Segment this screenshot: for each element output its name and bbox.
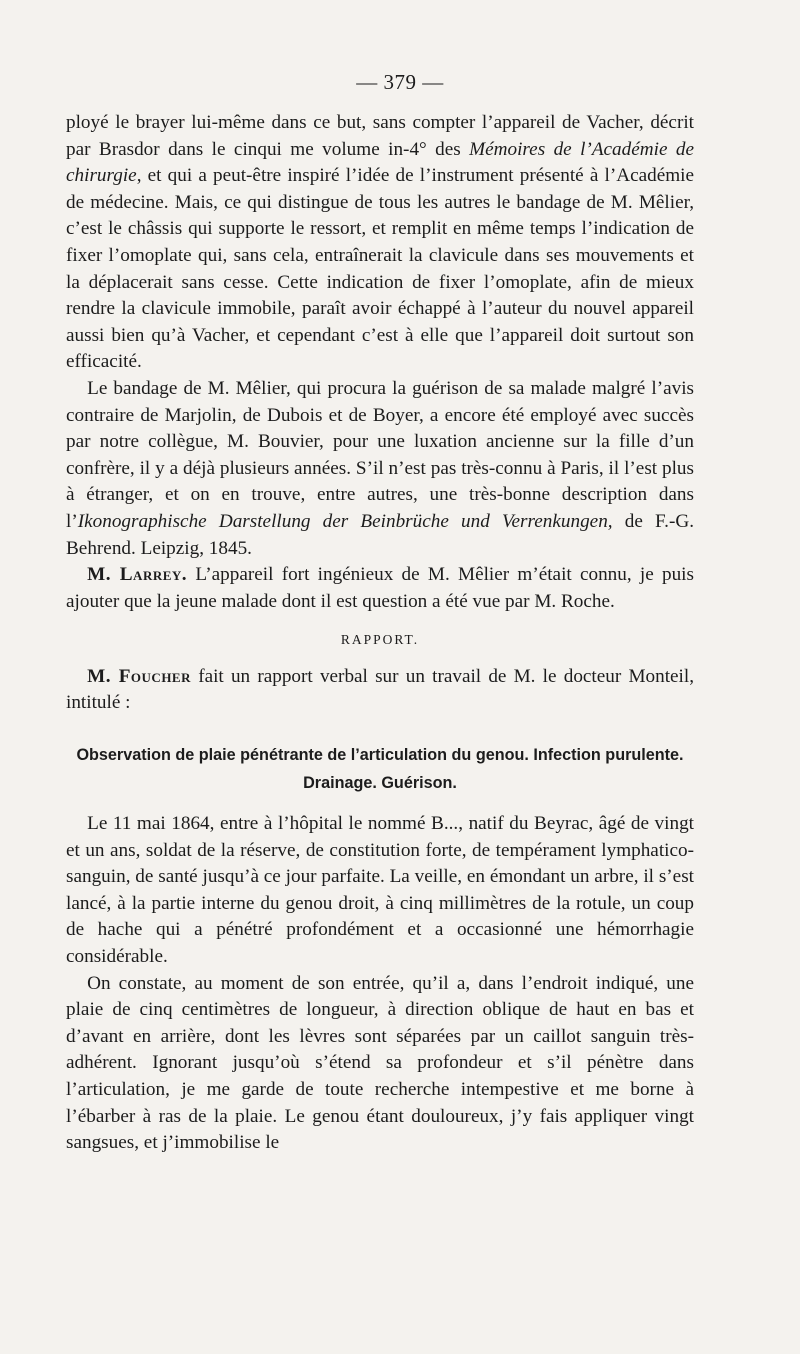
speaker-larrey: M. Larrey. — [87, 564, 188, 586]
paragraph-4-text: fait un rapport verbal sur un travail de M. le docteur Monteil, intitulé : — [66, 665, 695, 714]
paragraph-1-start: ployé le brayer lui-même dans ce but, sans compter l’appareil de Vacher, décrit par Brasdor dans le cinqui me volume in-4° des — [66, 112, 694, 160]
body-text — [66, 110, 694, 1157]
paragraph-4 — [66, 664, 694, 717]
paragraph-2 — [66, 376, 694, 562]
paragraph-1 — [66, 110, 694, 376]
paragraph-3 — [66, 562, 694, 615]
cited-work-memoires: Mémoires de l’Académie de chirurgie — [66, 138, 694, 187]
speaker-foucher: M. Foucher — [87, 665, 191, 687]
paragraph-2-end: de F.-G. Behrend. Leipzig, 1845. — [66, 510, 694, 559]
page-number: — 379 — — [356, 70, 444, 94]
cited-work-ikonographische: Ikonographische Darstellung der Beinbrüche und Verrenkungen, — [77, 510, 613, 532]
paragraph-5: Le 11 mai 1864, entre à l’hôpital le nommé B..., natif du Beyrac, âgé de vingt et un ans, soldat de la réserve, de constitution forte, de tempérament lymphatico-sanguin, de santé jusqu’à ce jour parfaite. La veille, en émondant un arbre, il s’est lancé, à la partie interne du genou droit, à cinq millimètres de la rotule, un coup de hache qui a pénétré profondément et a occasionné une hémorrhagie considérable. — [66, 813, 694, 968]
paragraph-1-end: , et qui a peut-être inspiré l’idée de l’instrument présenté à l’Académie de médecine. Mais, ce qui distingue de tous les autres le bandage de M. Mêlier, c’est le châssis qui supporte le ressort, et remplit en même temps l’indication de fixer l’omoplate qui, sans cela, entraînerait la clavicule dans ses mouvements et la déplacerait sans cesse. Cette indication de fixer l’omoplate, afin de mieux rendre la clavicule immobile, paraît avoir échappé à l’auteur du nouvel appareil aussi bien qu’à Vacher, et cependant c’est à elle que l’appareil doit surtout son efficacité. — [66, 165, 694, 373]
paragraph-2-start: Le bandage de M. Mêlier, qui procura la guérison de sa malade malgré l’avis contraire de Marjolin, de Dubois et de Boyer, a encore été employé avec succès par notre collègue, M. Bouvier, pour une luxation ancienne sur la fille d’un confrère, il y a déjà plusieurs années. S’il n’est pas très-connu à Paris, il l’est plus à étranger, et on en trouve, entre autres, une très-bonne description dans l’ — [66, 377, 694, 532]
observation-title: Observation de plaie pénétrante de l’articulation du genou. Infection purulente. Drainage. Guérison. — [76, 746, 684, 793]
section-heading: RAPPORT. — [340, 632, 420, 648]
paragraph-6: On constate, au moment de son entrée, qu’il a, dans l’endroit indiqué, une plaie de cinq centimètres de longueur, à direction oblique de haut en bas et d’avant en arrière, dont les lèvres sont séparées par un caillot sanguin très-adhérent. Ignorant jusqu’où s’étend sa profondeur et s’il pénètre dans l’articulation, je me garde de toute recherche intempestive et me borne à l’ébarber à ras de la plaie. Le genou étant douloureux, j’y fais appliquer vingt sangsues, et j’immobilise le — [66, 972, 694, 1154]
paragraph-3-text: L’appareil fort ingénieux de M. Mêlier m’était connu, je puis ajouter que la jeune malade dont il est question a été vue par M. Roche. — [66, 564, 694, 612]
